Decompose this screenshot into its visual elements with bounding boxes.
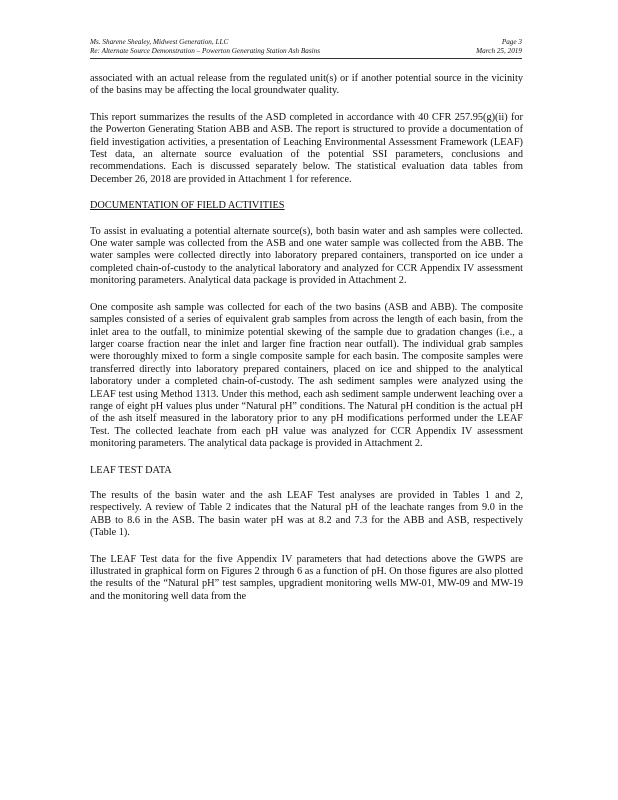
header-line-1 [90,38,522,47]
paragraph-leaf-results: The results of the basin water and the ash LEAF Test analyses are provided in Tables 1 and 2, respectively. A review of Table 2 indicates that the Natural pH of the leachate ranges from 9.0 in the ABB to 8.6 in the ASB. The basin water pH was at 8.2 and 7.3 for the ABB and ASB, respectively (Table 1). [90,489,523,539]
paragraph-continuation: associated with an actual release from the regulated unit(s) or if another potential source in the vicinity of the basins may be affecting the local groundwater quality. [90,73,523,97]
paragraph-summary: This report summarizes the results of the ASD completed in accordance with 40 CFR 257.95(g)(ii) for the Powerton Generating Station ABB and ASB. The report is structured to provide a documentation of field investigation activities, a presentation of Leaching Environmental Assessment Framework (LEAF) Test data, an alternate source evaluation of the potential SSI parameters, conclusions and recommendations. Each is discussed separately below. The statistical evaluation data tables from December 26, 2018 are provided in Attachment 1 for reference. [90,111,523,185]
header-page-number: Page 3 [501,38,522,46]
header-divider [90,58,522,59]
header-subject: Re: Alternate Source Demonstration – Powerton Generating Station Ash Basins [90,47,321,55]
header-addressee: Ms. Sharene Shealey, Midwest Generation, LLC [90,38,229,46]
section-heading-field-activities: DOCUMENTATION OF FIELD ACTIVITIES [90,200,285,212]
paragraph-ash-samples: One composite ash sample was collected for each of the two basins (ASB and ABB). The composite samples consisted of a series of equivalent grab samples from across the length of each basin, from the inlet area to the outfall, to minimize potential skewing of the sample due to gradation changes (i.e., a larger coarse fraction near the inlet and larger fine fraction near outfall). The individual grab samples were thoroughly mixed to form a single composite sample for each basin. The composite samples were transferred directly into laboratory prepared containers, placed on ice and shipped to the analytical laboratory under a completed chain-of-custody. The ash sediment samples were analyzed using the LEAF test using Method 1313. Under this method, each ash sediment sample underwent leaching over a range of eight pH values plus under “Natural pH” conditions. The Natural pH condition is the actual pH of the ash itself measured in the laboratory prior to any pH modifications performed under the LEAF Test. The collected leachate from each pH value was analyzed for CCR Appendix IV assessment monitoring parameters. The analytical data package is provided in Attachment 2. [90,301,523,450]
paragraph-water-samples: To assist in evaluating a potential alternate source(s), both basin water and ash samples were collected. One water sample was collected from the ASB and one water sample was collected from the ABB. The water samples were collected directly into laboratory prepared containers, transported on ice under a completed chain-of-custody to the analytical laboratory and analyzed for CCR Appendix IV assessment monitoring parameters. Analytical data package is provided in Attachment 2. [90,225,523,287]
section-heading-leaf-test-data: LEAF TEST DATA [90,464,172,476]
document-body [90,73,523,617]
paragraph-leaf-figures: The LEAF Test data for the five Appendix IV parameters that had detections above the GWPS are illustrated in graphical form on Figures 2 through 6 as a function of pH. On those figures are also plotted the results of the “Natural pH” test samples, upgradient monitoring wells MW-01, MW-09 and MW-19 and the monitoring well data from the [90,553,523,602]
header-date: March 25, 2019 [476,47,522,55]
header-line-2 [90,47,522,56]
